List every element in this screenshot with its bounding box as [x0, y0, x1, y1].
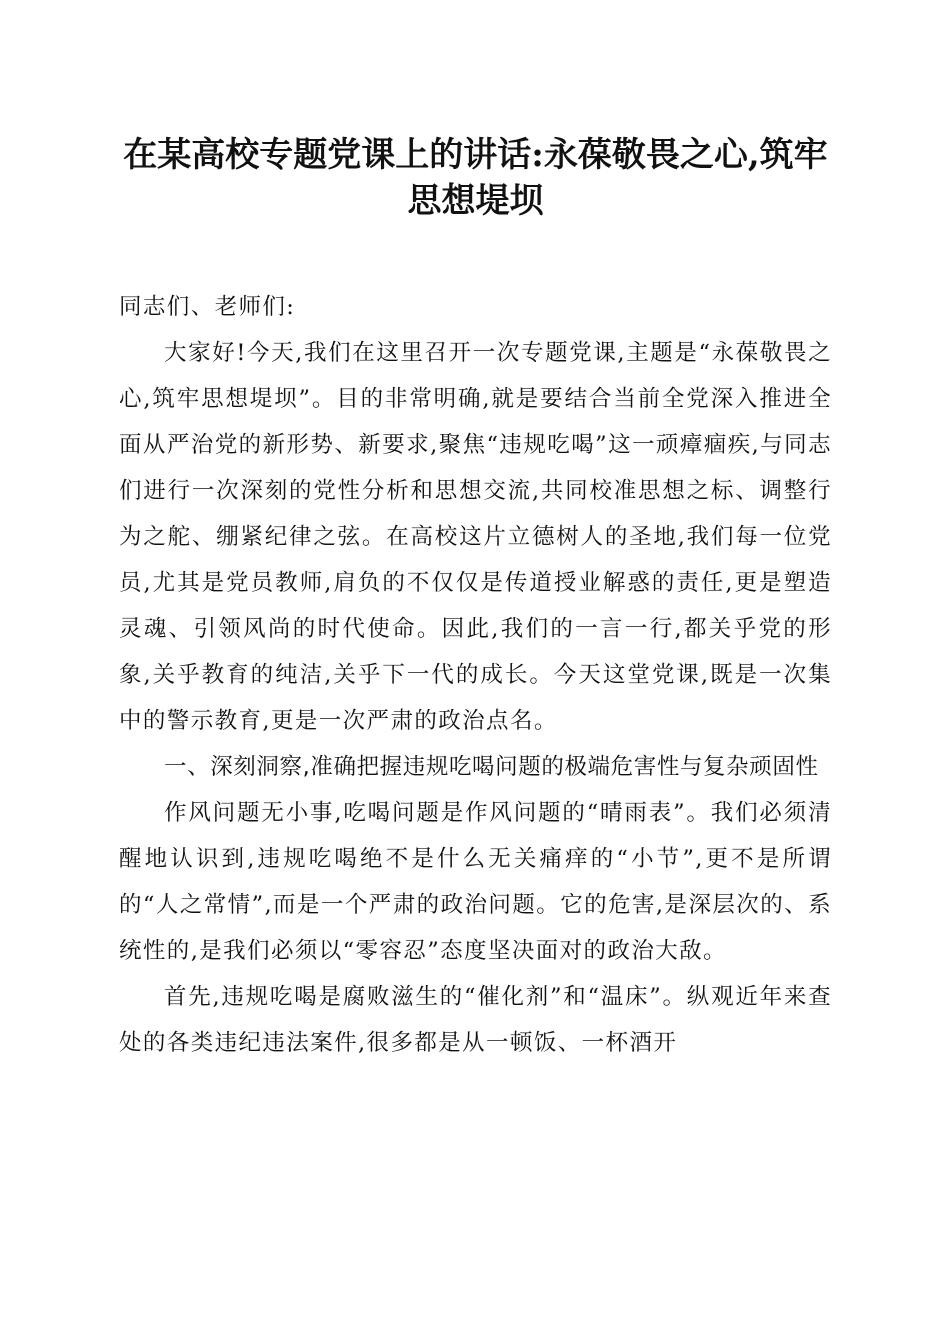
body-paragraph: 作风问题无小事,吃喝问题是作风问题的“晴雨表”。我们必须清醒地认识到,违规吃喝绝不是什么无关痛痒的“小节”,更不是所谓的“人之常情”,而是一个严肃的政治问题。它的危害,是深层次的、系统性的,是我们必须以“零容忍”态度坚决面对的政治大敌。	[119, 800, 832, 964]
body-paragraph: 首先,违规吃喝是腐败滋生的“催化剂”和“温床”。纵观近年来查处的各类违纪违法案件,很多都是从一顿饭、一杯酒开	[119, 984, 832, 1056]
salutation: 同志们、老师们:	[119, 294, 296, 320]
section-heading: 一、深刻洞察,准确把握违规吃喝问题的极端危害性与复杂顽固性	[164, 754, 819, 780]
intro-paragraph: 大家好!今天,我们在这里召开一次专题党课,主题是“永葆敬畏之心,筑牢思想堤坝”。目的非常明确,就是要结合当前全党深入推进全面从严治党的新形势、新要求,聚焦“违规吃喝”这一顽瘴痼疾,与同志们进行一次深刻的党性分析和思想交流,共同校准思想之标、调整行为之舵、绷紧纪律之弦。在高校这片立德树人的圣地,我们每一位党员,尤其是党员教师,肩负的不仅仅是传道授业解惑的责任,更是塑造灵魂、引领风尚的时代使命。因此,我们的一言一行,都关乎党的形象,关乎教育的纯洁,关乎下一代的成长。今天这堂党课,既是一次集中的警示教育,更是一次严肃的政治点名。	[119, 340, 832, 734]
document-page	[119, 132, 832, 1066]
document-title: 在某高校专题党课上的讲话:永葆敬畏之心,筑牢思想堤坝	[123, 135, 828, 221]
